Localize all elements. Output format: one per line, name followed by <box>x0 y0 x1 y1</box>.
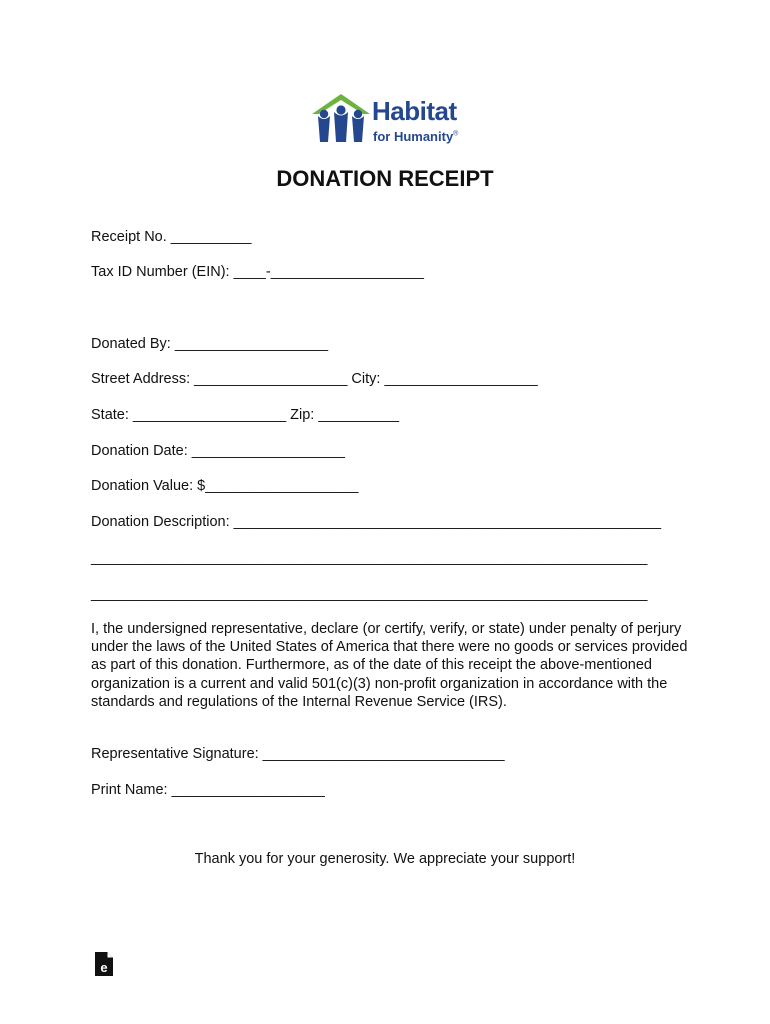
tax-id-field[interactable]: Tax ID Number (EIN): ____-___________________ <box>91 264 424 280</box>
donated-by-field[interactable]: Donated By: ___________________ <box>91 336 329 352</box>
declaration-paragraph: I, the undersigned representative, declare (or certify, verify, or state) under penalty of perjury under the laws of the United States of America that there were no goods or services provided as part of this donation. Furthermore, as of the date of this receipt the above-mentioned organization is a current and valid 501(c)(3) non-profit organization in accordance with the standards and regulations of the Internal Revenue Service (IRS). <box>91 621 688 710</box>
registered-mark: ® <box>453 130 459 138</box>
receipt-number-field[interactable]: Receipt No. __________ <box>91 229 252 245</box>
logo-line-1: Habitat <box>372 96 457 126</box>
house-people-icon <box>310 92 372 150</box>
logo-line-2: for Humanity® <box>373 129 459 144</box>
thank-you-note: Thank you for your generosity. We appreciate your support! <box>194 851 576 867</box>
street-city-field[interactable]: Street Address: ___________________ City: ___________________ <box>91 371 538 387</box>
habitat-logo <box>310 92 470 152</box>
donation-value-field[interactable]: Donation Value: $___________________ <box>91 478 359 494</box>
donation-date-field[interactable]: Donation Date: ___________________ <box>91 443 345 459</box>
description-line-3[interactable]: _____________________________________________________________________ <box>91 586 648 602</box>
document-title: DONATION RECEIPT <box>276 166 494 191</box>
donation-description-field[interactable]: Donation Description: _____________________________________________________ <box>91 514 662 530</box>
state-zip-field[interactable]: State: ___________________ Zip: __________ <box>91 407 400 423</box>
svg-text:e: e <box>100 960 108 975</box>
representative-signature-field[interactable]: Representative Signature: ______________________________ <box>91 746 505 762</box>
document-e-icon <box>94 951 114 977</box>
description-line-2[interactable]: _____________________________________________________________________ <box>91 550 648 566</box>
print-name-field[interactable]: Print Name: ___________________ <box>91 782 325 798</box>
